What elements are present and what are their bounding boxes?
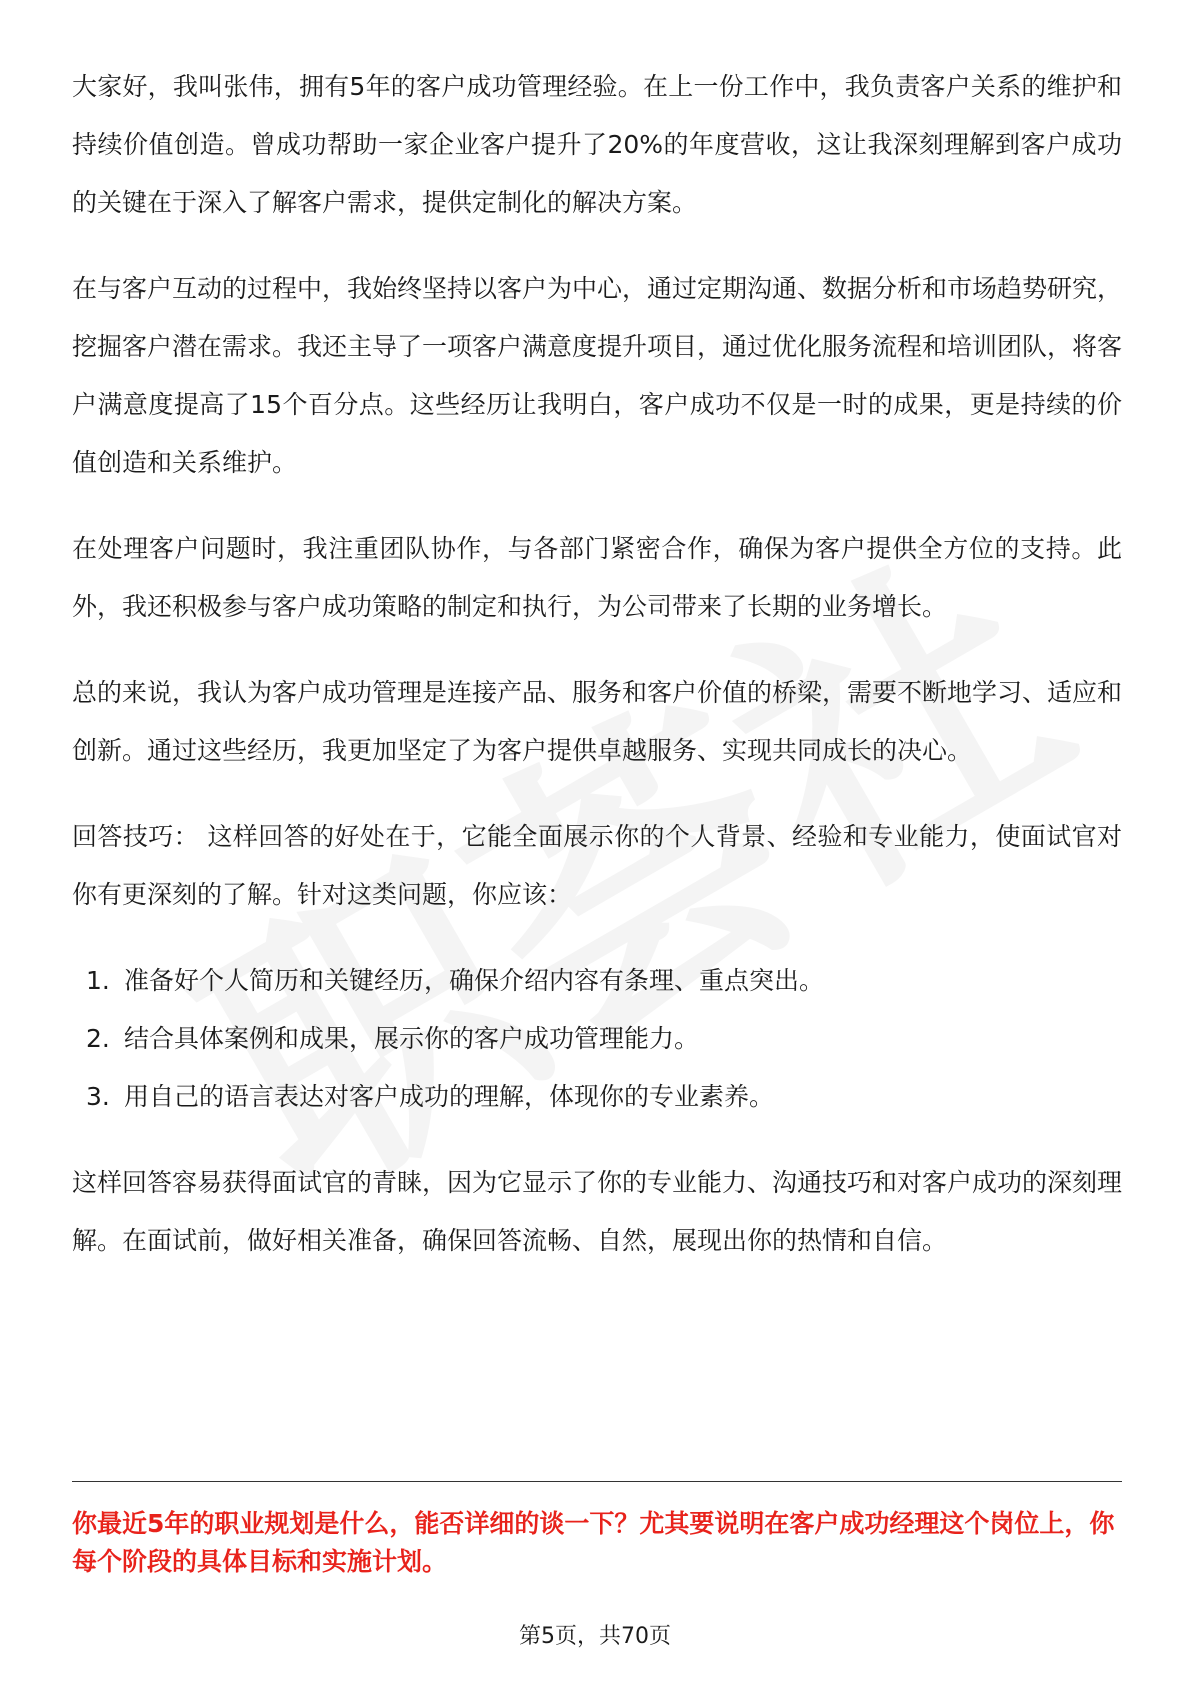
closing-paragraph: 这样回答容易获得面试官的青睐，因为它显示了你的专业能力、沟通技巧和对客户成功的深刻理解。在面试前，做好相关准备，确保回答流畅、自然，展现出你的热情和自信。 (72, 1168, 1123, 1255)
tip-number: 3. (86, 1082, 110, 1111)
tips-list (72, 952, 1122, 1126)
answer-paragraph-3: 在处理客户问题时，我注重团队协作，与各部门紧密合作，确保为客户提供全方位的支持。此外，我还积极参与客户成功策略的制定和执行，为公司带来了长期的业务增长。 (72, 534, 1122, 621)
tip-text: 准备好个人简历和关键经历，确保介绍内容有条理、重点突出。 (124, 966, 825, 995)
tip-item (72, 952, 1122, 1010)
tip-number: 2. (86, 1024, 110, 1053)
tip-text: 结合具体案例和成果，展示你的客户成功管理能力。 (124, 1024, 700, 1053)
tip-item (72, 1010, 1122, 1068)
answer-paragraph-2: 在与客户互动的过程中，我始终坚持以客户为中心，通过定期沟通、数据分析和市场趋势研究，挖掘客户潜在需求。我还主导了一项客户满意度提升项目，通过优化服务流程和培训团队，将客户满意度提高了15个百分点。这些经历让我明白，客户成功不仅是一时的成果，更是持续的价值创造和关系维护。 (72, 274, 1123, 477)
tips-intro: 回答技巧： 这样回答的好处在于，它能全面展示你的个人背景、经验和专业能力，使面试官对你有更深刻的了解。针对这类问题，你应该： (72, 822, 1122, 909)
tip-text: 用自己的语言表达对客户成功的理解，体现你的专业素养。 (124, 1082, 775, 1111)
tip-number: 1. (86, 966, 110, 995)
page-number: 第5页，共70页 (519, 1624, 671, 1649)
tip-item (72, 1068, 1122, 1126)
answer-paragraph-4: 总的来说，我认为客户成功管理是连接产品、服务和客户价值的桥梁，需要不断地学习、适应和创新。通过这些经历，我更加坚定了为客户提供卓越服务、实现共同成长的决心。 (72, 678, 1123, 765)
answer-paragraph-1: 大家好，我叫张伟，拥有5年的客户成功管理经验。在上一份工作中，我负责客户关系的维护和持续价值创造。曾成功帮助一家企业客户提升了20%的年度营收，这让我深刻理解到客户成功的关键在于深入了解客户需求，提供定制化的解决方案。 (72, 72, 1122, 217)
page-content (72, 58, 1122, 1298)
section-divider (72, 1481, 1122, 1482)
next-interview-question: 你最近5年的职业规划是什么，能否详细的谈一下？尤其要说明在客户成功经理这个岗位上，你每个阶段的具体目标和实施计划。 (72, 1509, 1115, 1576)
